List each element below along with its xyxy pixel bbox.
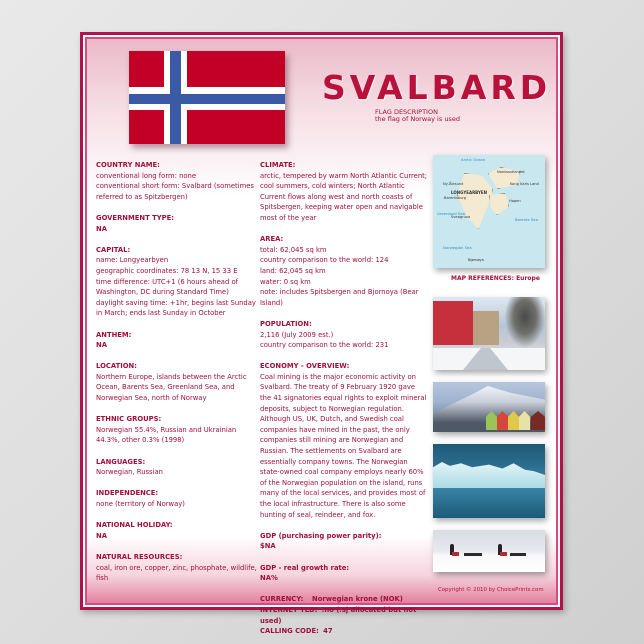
fact-heading: INDEPENDENCE: — [96, 489, 159, 498]
glacier-photo — [433, 444, 545, 518]
fact-population — [260, 319, 428, 351]
fact-anthem — [96, 330, 258, 351]
fact-heading: LANGUAGES: — [96, 457, 146, 466]
fact-country-name — [96, 160, 258, 202]
copyright-notice: Copyright © 2010 by ChoicePrints.com — [438, 587, 544, 593]
flag-description-label: FLAG DESCRIPTION — [375, 108, 438, 116]
fact-location — [96, 361, 258, 403]
fact-line: NA — [96, 341, 107, 350]
fact-government-type — [96, 213, 258, 234]
fact-internet-tld: INTERNET TLD: .no (.sj allocated but not used) — [260, 605, 417, 625]
fact-capital — [96, 245, 258, 319]
fact-line: Coal mining is the major economic activity on Svalbard. The treaty of 9 February 1920 gave the 41 signatories equal rights to exploit mineral deposits, subject to Norwegian regulation. Although US, UK, Dutch, and Swedish coal companies have mined in the past, the only companies still mining are Norwegian and Russian. The settlements on Svalbard are essentially company towns. The Norwegian state-owned coal company employs nearly 60% of the Norwegian population on the island, runs many of the local services, and provides most of the local infrastructure. There is also some hunting of seal, reindeer, and fox. — [260, 372, 427, 519]
fact-line: geographic coordinates: 78 13 N, 15 33 E — [96, 266, 238, 275]
fact-national-holiday — [96, 520, 258, 541]
middle-facts-column — [260, 160, 428, 637]
fact-line: Norwegian, Russian — [96, 468, 163, 477]
fact-line: coal, iron ore, copper, zinc, phosphate, wildlife, fish — [96, 563, 257, 583]
fact-currency: CURRENCY: Norwegian krone (NOK) — [260, 595, 403, 604]
fact-heading: CLIMATE: — [260, 161, 296, 169]
fact-line: NA — [96, 224, 107, 233]
fact-natural-resources — [96, 552, 258, 584]
fact-line: none (territory of Norway) — [96, 500, 185, 508]
longyearbyen-street-photo — [433, 297, 545, 370]
flag-description — [375, 109, 460, 123]
fact-heading: ETHNIC GROUPS: — [96, 415, 162, 424]
fact-line: total: 62,045 sq km — [260, 245, 327, 254]
fact-heading: CAPITAL: — [96, 245, 131, 254]
fact-gdp-growth — [260, 563, 428, 584]
fact-heading: NATIONAL HOLIDAY: — [96, 521, 173, 530]
fact-heading: POPULATION: — [260, 319, 312, 328]
fact-gdp-ppp — [260, 531, 428, 552]
fact-heading: GOVERNMENT TYPE: — [96, 213, 174, 222]
fact-heading: AREA: — [260, 235, 284, 244]
fact-line: note: includes Spitsbergen and Bjornoya (Bear Island) — [260, 288, 419, 307]
fact-calling-code: CALLING CODE: 47 — [260, 627, 333, 636]
fact-line: Northern Europe, islands between the Arctic Ocean, Barents Sea, Greenland Sea, and Norwegian Sea, north of Norway — [96, 372, 247, 403]
fact-heading: COUNTRY NAME: — [96, 161, 160, 169]
fact-line: NA% — [260, 574, 278, 583]
fact-economy-overview — [260, 361, 428, 520]
fact-line: daylight saving time: +1hr, begins last Sunday in March; ends last Sunday in October — [96, 298, 256, 318]
fact-heading: GDP (purchasing power parity): — [260, 531, 382, 540]
fact-line: water: 0 sq km — [260, 277, 311, 286]
fact-line: conventional short form: Svalbard (sometimes referred to as Spitzbergen) — [96, 182, 254, 201]
fact-line: country comparison to the world: 231 — [260, 341, 389, 350]
fact-heading: NATURAL RESOURCES: — [96, 552, 183, 561]
fact-independence — [96, 488, 258, 509]
flag-description-text: the flag of Norway is used — [375, 115, 460, 123]
fact-line: Norwegian 55.4%, Russian and Ukrainian 44.3%, other 0.3% (1998) — [96, 425, 237, 445]
left-facts-column — [96, 160, 258, 594]
fact-line: time difference: UTC+1 (6 hours ahead of Washington, DC during Standard Time) — [96, 277, 238, 297]
fact-languages — [96, 457, 258, 478]
fact-heading: ANTHEM: — [96, 330, 132, 339]
fact-line: $NA — [260, 542, 276, 551]
norway-flag-icon — [129, 51, 285, 144]
fact-line: country comparison to the world: 124 — [260, 256, 389, 265]
fact-line: name: Longyearbyen — [96, 256, 169, 265]
dog-sled-photo — [433, 530, 545, 572]
fact-line: 2,116 (July 2009 est.) — [260, 330, 334, 339]
fact-heading: ECONOMY - OVERVIEW: — [260, 362, 350, 371]
fact-ethnic-groups — [96, 414, 258, 446]
map-references: MAP REFERENCES: Europe — [451, 275, 540, 282]
fact-line: land: 62,045 sq km — [260, 266, 326, 275]
fact-line: conventional long form: none — [96, 171, 197, 180]
fact-climate — [260, 160, 428, 224]
fact-heading: GDP - real growth rate: — [260, 563, 350, 572]
fact-area — [260, 234, 428, 308]
fact-line: NA — [96, 531, 107, 540]
fact-heading: LOCATION: — [96, 362, 137, 371]
svalbard-map: Arctic Ocean LONGYEARBYEN Ny-Ålesund Barentsburg Nordaustlandet Kong Karls Land Hopen Sveagruva Bjørnøya Greenland Sea Barents Sea Norwegian Sea — [433, 155, 545, 268]
edgeoya-island — [489, 193, 509, 215]
mountain-colorful-houses-photo — [433, 382, 545, 432]
fact-codes — [260, 594, 428, 636]
page-title: SVALBARD — [322, 68, 552, 107]
fact-line: arctic, tempered by warm North Atlantic Current; cool summers, cold winters; North Atlantic Current flows along west and north coasts of Spitsbergen, keeping water open and navigable most of the year — [260, 171, 428, 222]
